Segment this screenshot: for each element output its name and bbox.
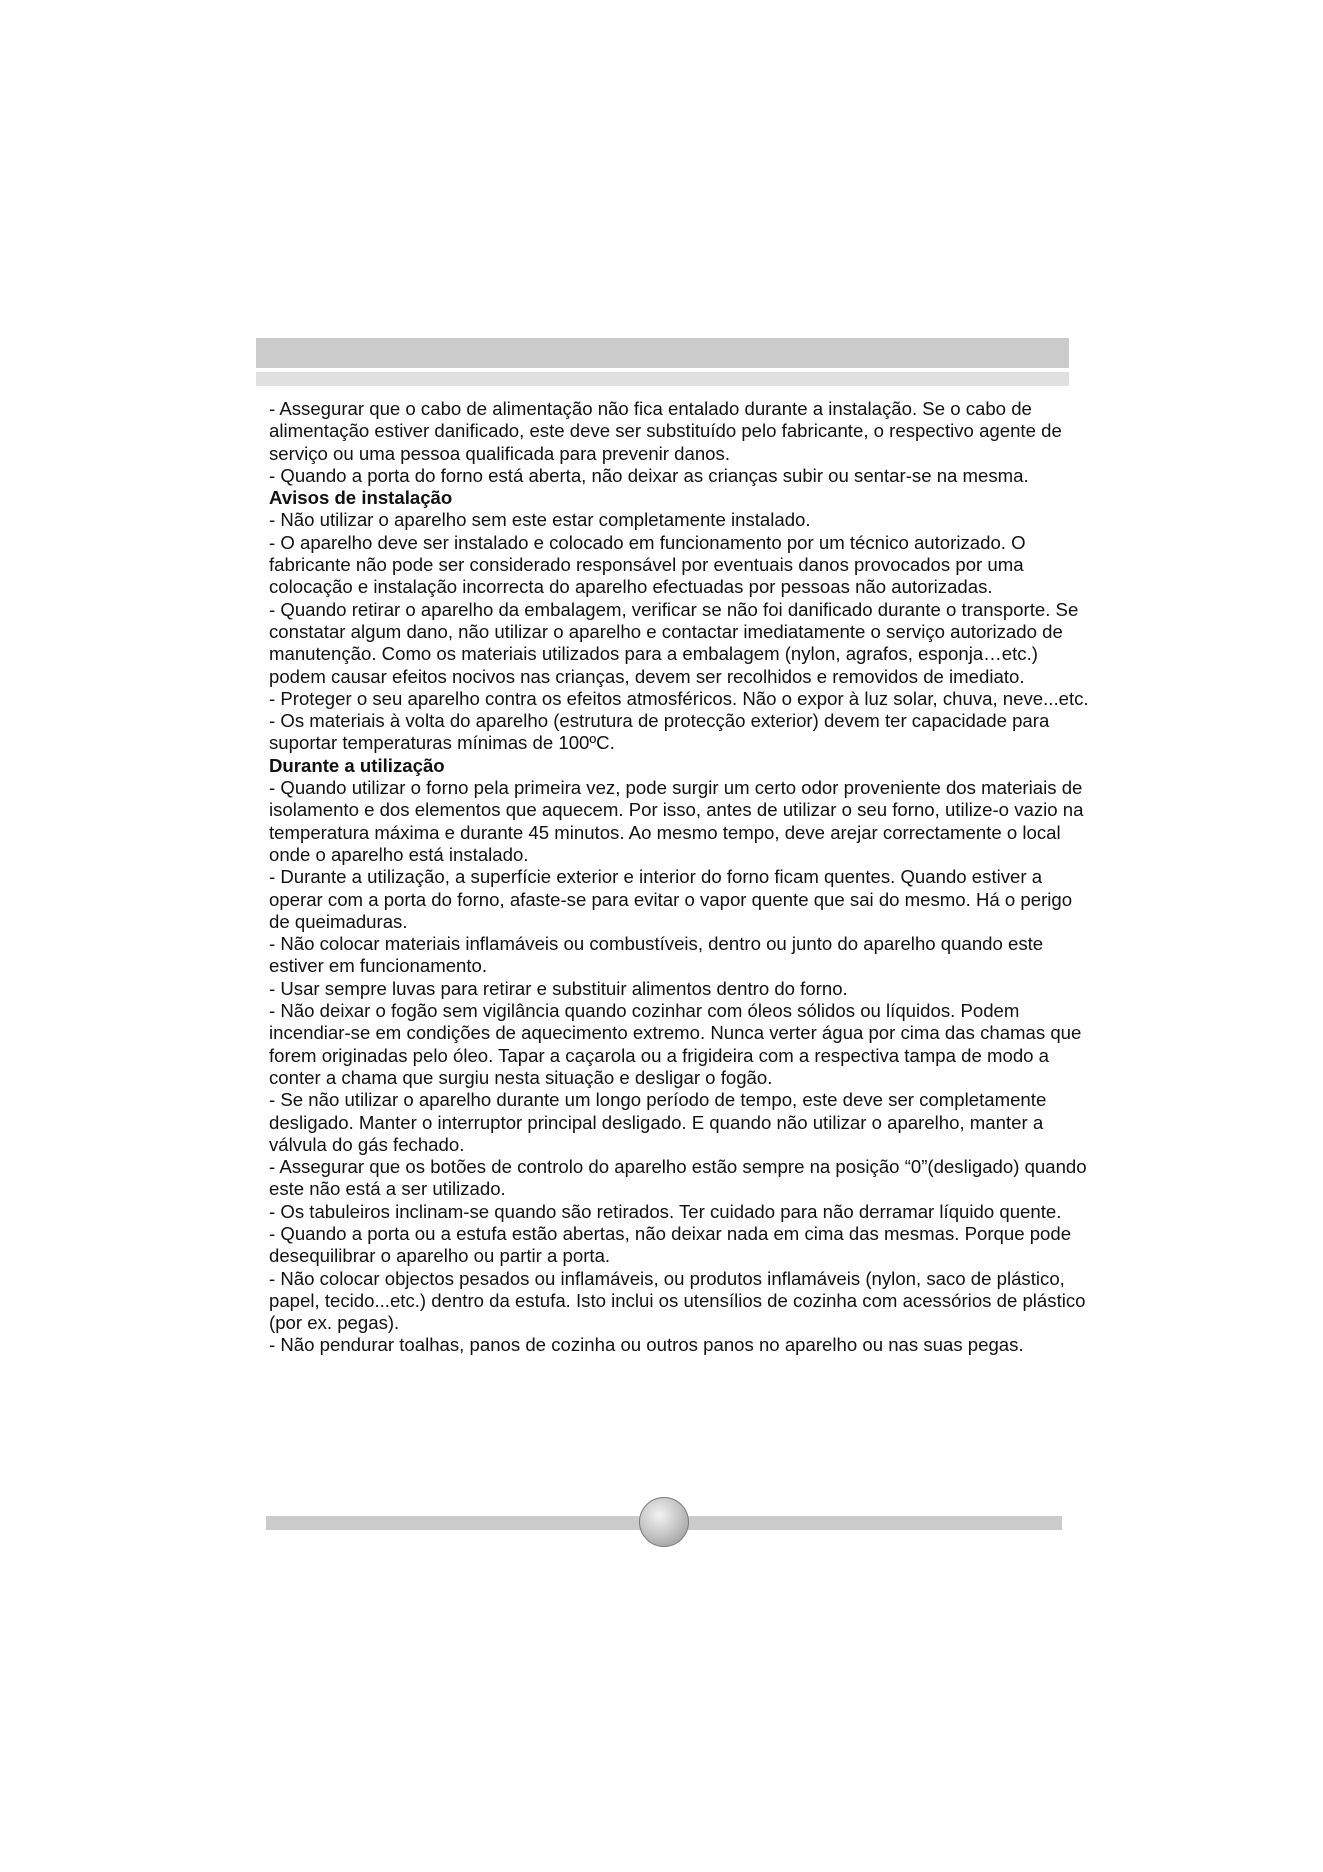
- paragraph: - Não colocar objectos pesados ou inflamáveis, ou produtos inflamáveis (nylon, saco de plástico, papel, tecido...etc.) dentro da estufa. Isto inclui os utensílios de cozinha com acessórios de plástico (por ex. pegas).: [269, 1267, 1086, 1334]
- paragraph: - Não utilizar o aparelho sem este estar completamente instalado.: [269, 509, 811, 531]
- paragraph: - Proteger o seu aparelho contra os efeitos atmosféricos. Não o expor à luz solar, chuva, neve...etc.: [269, 687, 1089, 709]
- paragraph: - Quando a porta ou a estufa estão abertas, não deixar nada em cima das mesmas. Porque pode desequilibrar o aparelho ou partir a porta.: [269, 1222, 1072, 1267]
- paragraph: - Não pendurar toalhas, panos de cozinha ou outros panos no aparelho ou nas suas pegas.: [269, 1334, 1024, 1356]
- paragraph: - Durante a utilização, a superfície exterior e interior do forno ficam quentes. Quando estiver a operar com a porta do forno, afaste-se para evitar o vapor quente que sai do mesmo. Há o perigo de queimaduras.: [269, 866, 1073, 932]
- paragraph: - Os materiais à volta do aparelho (estrutura de protecção exterior) devem ter capacidade para suportar temperaturas mínimas de 100ºC.: [269, 710, 1050, 754]
- paragraph: - Os tabuleiros inclinam-se quando são retirados. Ter cuidado para não derramar líquido quente.: [269, 1200, 1062, 1222]
- paragraph: - Não colocar materiais inflamáveis ou combustíveis, dentro ou junto do aparelho quando este estiver em funcionamento.: [269, 933, 1044, 977]
- paragraph: - Se não utilizar o aparelho durante um longo período de tempo, este deve ser completamente desligado. Manter o interruptor principal desligado. E quando não utilizar o aparelho, manter a válvula do gás fechado.: [269, 1089, 1047, 1155]
- paragraph: - Quando utilizar o forno pela primeira vez, pode surgir um certo odor proveniente dos materiais de isolamento e dos elementos que aquecem. Por isso, antes de utilizar o seu forno, utilize-o vazio na temperatura máxima e durante 45 minutos. Ao mesmo tempo, deve arejar correctamente o local onde o aparelho está instalado.: [269, 777, 1084, 865]
- paragraph: - Quando retirar o aparelho da embalagem, verificar se não foi danificado durante o transporte. Se constatar algum dano, não utilizar o aparelho e contactar imediatamente o serviço autorizado de manutenção. Como os materiais utilizados para a embalagem (nylon, agrafos, esponja…etc.) podem causar efeitos nocivos nas crianças, devem ser recolhidos e removidos de imediato.: [269, 598, 1079, 687]
- paragraph: - Assegurar que o cabo de alimentação não fica entalado durante a instalação. Se o cabo de alimentação estiver danificado, este deve ser substituído pelo fabricante, o respectivo agente de serviço ou uma pessoa qualificada para prevenir danos.: [269, 398, 1062, 464]
- page-number-circle: [639, 1497, 689, 1547]
- document-body: [269, 398, 1089, 1357]
- header-bar: [256, 338, 1069, 368]
- paragraph: - Não deixar o fogão sem vigilância quando cozinhar com óleos sólidos ou líquidos. Podem incendiar-se em condições de aquecimento extremo. Nunca verter água por cima das chamas que forem originadas pelo óleo. Tapar a caçarola ou a frigideira com a respectiva tampa de modo a conter a chama que surgiu nesta situação e desligar o fogão.: [269, 1000, 1082, 1088]
- header-bar-underline: [256, 372, 1069, 386]
- paragraph: - Assegurar que os botões de controlo do aparelho estão sempre na posição “0”(desligado) quando este não está a ser utilizado.: [269, 1156, 1087, 1200]
- section-heading-installation: Avisos de instalação: [269, 487, 453, 509]
- paragraph: - Quando a porta do forno está aberta, não deixar as crianças subir ou sentar-se na mesma.: [269, 464, 1029, 486]
- section-heading-usage: Durante a utilização: [269, 754, 445, 776]
- paragraph: - O aparelho deve ser instalado e colocado em funcionamento por um técnico autorizado. O fabricante não pode ser considerado responsável por eventuais danos provocados por uma colocação e instalação incorrecta do aparelho efectuadas por pessoas não autorizadas.: [269, 531, 1026, 598]
- paragraph: - Usar sempre luvas para retirar e substituir alimentos dentro do forno.: [269, 977, 848, 999]
